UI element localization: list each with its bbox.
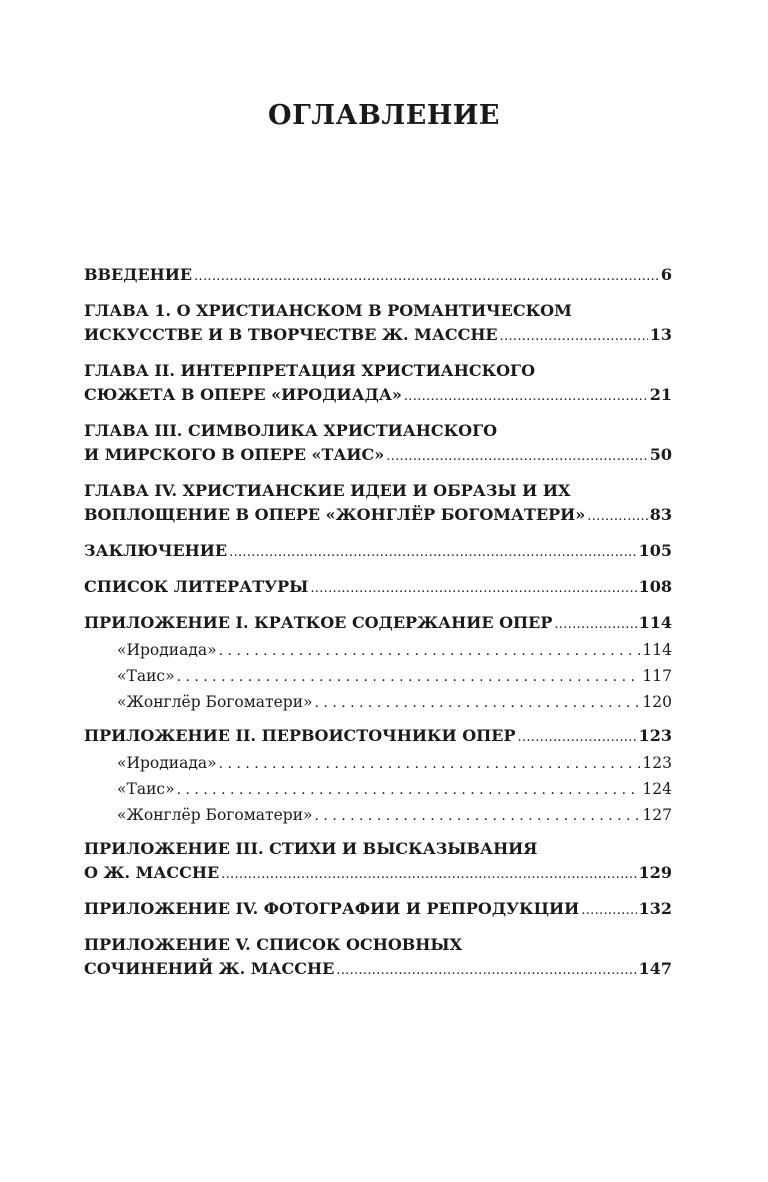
toc-entry-chapter-4 (84, 479, 672, 529)
toc-page-number: 123 (642, 754, 672, 772)
toc-page-number: 120 (642, 693, 672, 711)
dot-leader (219, 751, 641, 777)
toc-subentry (117, 777, 672, 803)
toc-page-number: 124 (642, 780, 672, 798)
toc-entry-text: ГЛАВА III. СИМВОЛИКА ХРИСТИАНСКОГО (84, 421, 498, 440)
toc-page-number: 114 (642, 641, 672, 659)
toc-entry-text: ПРИЛОЖЕНИЕ III. СТИХИ И ВЫСКАЗЫВАНИЯ (84, 839, 538, 858)
dot-leader (310, 575, 636, 601)
dot-leader (177, 664, 641, 690)
toc-entry-text: ВОПЛОЩЕНИЕ В ОПЕРЕ «ЖОНГЛЁР БОГОМАТЕРИ» (84, 505, 586, 524)
dot-leader (554, 611, 636, 637)
toc-entry-text: ПРИЛОЖЕНИЕ II. ПЕРВОИСТОЧНИКИ ОПЕР (84, 726, 516, 745)
toc-entry-text: ИСКУССТВЕ И В ТВОРЧЕСТВЕ Ж. МАССНЕ (84, 325, 498, 344)
toc-page-number: 129 (638, 863, 672, 882)
dot-leader (518, 724, 637, 750)
toc-page-number: 127 (642, 806, 672, 824)
dot-leader (315, 803, 641, 829)
dot-leader (581, 897, 636, 923)
toc-page-number: 105 (638, 541, 672, 560)
dot-leader (587, 503, 647, 529)
toc-entry-text: ПРИЛОЖЕНИЕ I. КРАТКОЕ СОДЕРЖАНИЕ ОПЕР (84, 613, 553, 632)
table-of-contents (84, 263, 672, 993)
toc-entry-text: ПРИЛОЖЕНИЕ V. СПИСОК ОСНОВНЫХ (84, 935, 463, 954)
toc-entry-chapter-1 (84, 299, 672, 349)
toc-entry-text: И МИРСКОГО В ОПЕРЕ «ТАИС» (84, 445, 385, 464)
dot-leader (500, 323, 648, 349)
toc-entry-appendix-3 (84, 837, 672, 887)
toc-entry-appendix-1 (84, 611, 672, 716)
toc-entry-bibliography (84, 575, 672, 601)
toc-page-number: 21 (649, 385, 672, 404)
page-title: ОГЛАВЛЕНИЕ (268, 100, 500, 131)
toc-page-number: 114 (638, 613, 672, 632)
toc-page-number: 50 (649, 445, 672, 464)
toc-entry-text: СЮЖЕТА В ОПЕРЕ «ИРОДИАДА» (84, 385, 402, 404)
toc-entry-appendix-5 (84, 933, 672, 983)
toc-subentry (117, 664, 672, 690)
toc-entry-introduction (84, 263, 672, 289)
dot-leader (336, 957, 636, 983)
toc-subentry (117, 638, 672, 664)
toc-page-number: 123 (638, 726, 672, 745)
toc-page-number: 108 (638, 577, 672, 596)
toc-entry-text: ЗАКЛЮЧЕНИЕ (84, 541, 228, 560)
dot-leader (221, 861, 636, 887)
toc-page-number: 117 (642, 667, 672, 685)
dot-leader (194, 263, 659, 289)
toc-entry-text: О Ж. МАССНЕ (84, 863, 220, 882)
toc-page-number: 132 (638, 899, 672, 918)
toc-page-number: 6 (660, 265, 672, 284)
toc-subentry-text: «Таис» (117, 780, 175, 798)
toc-page-number: 83 (649, 505, 672, 524)
toc-entry-text: ГЛАВА II. ИНТЕРПРЕТАЦИЯ ХРИСТИАНСКОГО (84, 361, 536, 380)
toc-subentry (117, 690, 672, 716)
toc-entry-text: ГЛАВА 1. О ХРИСТИАНСКОМ В РОМАНТИЧЕСКОМ (84, 301, 572, 320)
toc-subentry-text: «Иродиада» (117, 754, 217, 772)
toc-page-number: 13 (649, 325, 672, 344)
toc-entry-text: СПИСОК ЛИТЕРАТУРЫ (84, 577, 309, 596)
dot-leader (386, 443, 647, 469)
toc-entry-text: СОЧИНЕНИЙ Ж. МАССНЕ (84, 959, 335, 978)
toc-subentry-text: «Иродиада» (117, 641, 217, 659)
toc-subentry-text: «Жонглёр Богоматери» (117, 806, 313, 824)
dot-leader (219, 638, 641, 664)
toc-entry-chapter-2 (84, 359, 672, 409)
dot-leader (315, 690, 641, 716)
toc-subentry-text: «Жонглёр Богоматери» (117, 693, 313, 711)
toc-entry-appendix-2 (84, 724, 672, 829)
toc-subentry (117, 803, 672, 829)
dot-leader (229, 539, 636, 565)
toc-entry-text: ВВЕДЕНИЕ (84, 265, 193, 284)
toc-entry-text: ПРИЛОЖЕНИЕ IV. ФОТОГРАФИИ И РЕПРОДУКЦИИ (84, 899, 580, 918)
toc-entry-appendix-4 (84, 897, 672, 923)
dot-leader (177, 777, 641, 803)
toc-subentry (117, 751, 672, 777)
toc-entry-text: ГЛАВА IV. ХРИСТИАНСКИЕ ИДЕИ И ОБРАЗЫ И ИХ (84, 481, 571, 500)
toc-subentry-text: «Таис» (117, 667, 175, 685)
dot-leader (404, 383, 648, 409)
toc-entry-conclusion (84, 539, 672, 565)
toc-entry-chapter-3 (84, 419, 672, 469)
toc-page-number: 147 (638, 959, 672, 978)
